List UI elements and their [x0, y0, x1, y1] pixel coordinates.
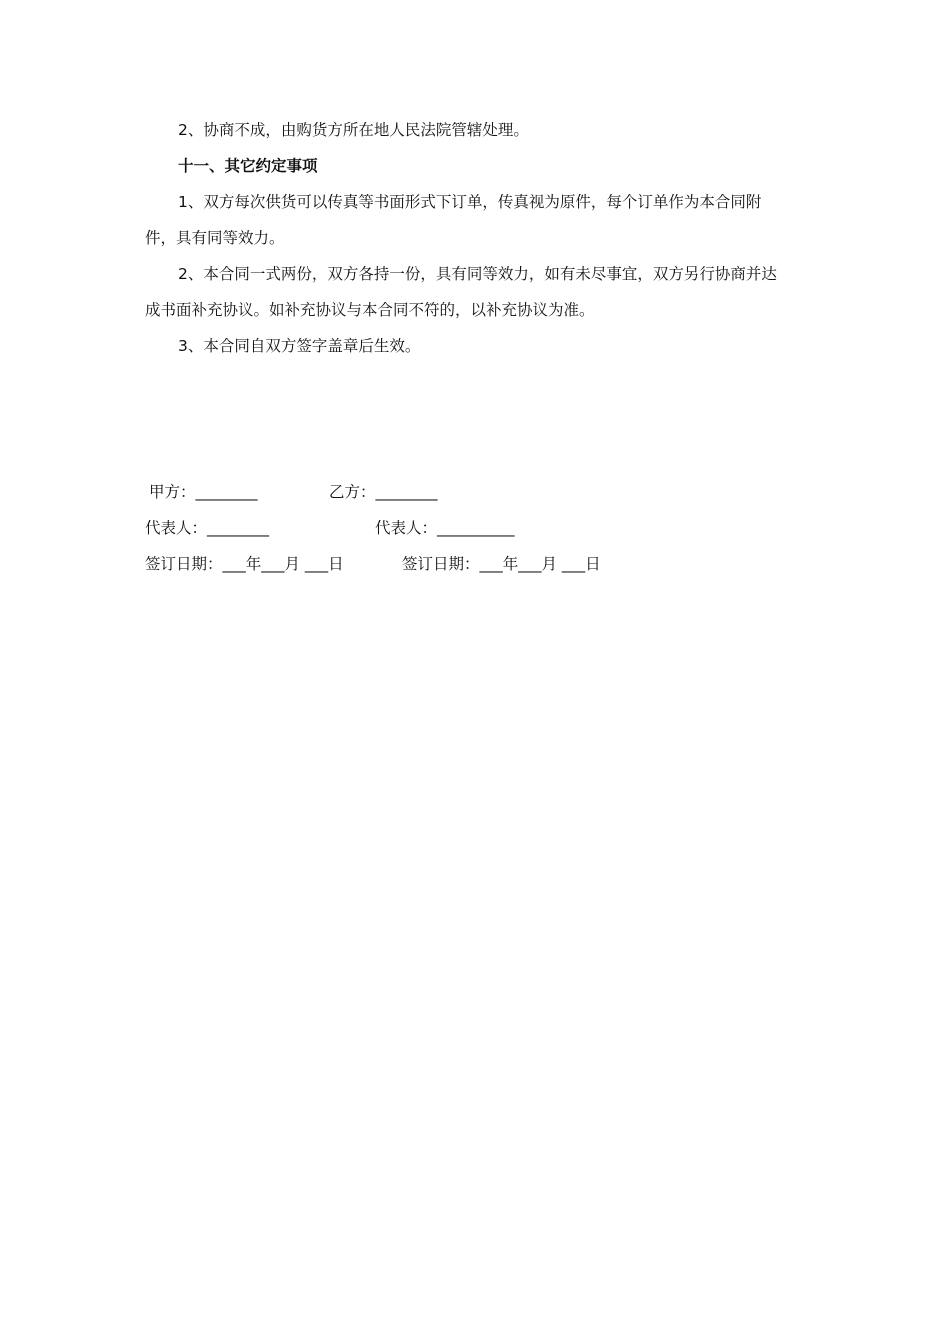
paragraph-jurisdiction: 2、协商不成，由购货方所在地人民法院管辖处理。	[178, 121, 529, 139]
section-heading: 十一、其它约定事项	[178, 157, 318, 175]
sign-date-a-label: 签订日期：___年___月 ___日	[145, 555, 344, 573]
party-b-label: 乙方：________	[329, 483, 438, 501]
contract-body	[145, 112, 785, 364]
representative-b-label: 代表人：__________	[375, 519, 515, 537]
party-a-label: 甲方：________	[149, 483, 258, 501]
signature-representative-row	[145, 510, 515, 546]
paragraph-effective: 3、本合同自双方签字盖章后生效。	[178, 337, 421, 355]
signature-date-row	[145, 546, 601, 582]
paragraph-orders: 1、双方每次供货可以传真等书面形式下订单，传真视为原件，每个订单作为本合同附件，具有同等效力。	[145, 193, 762, 247]
sign-date-b-label: 签订日期：___年___月 ___日	[402, 555, 601, 573]
paragraph-copies: 2、本合同一式两份，双方各持一份，具有同等效力，如有未尽事宜，双方另行协商并达成书面补充协议。如补充协议与本合同不符的，以补充协议为准。	[145, 265, 777, 319]
representative-a-label: 代表人：________	[145, 519, 270, 537]
signature-parties-row	[145, 474, 438, 510]
